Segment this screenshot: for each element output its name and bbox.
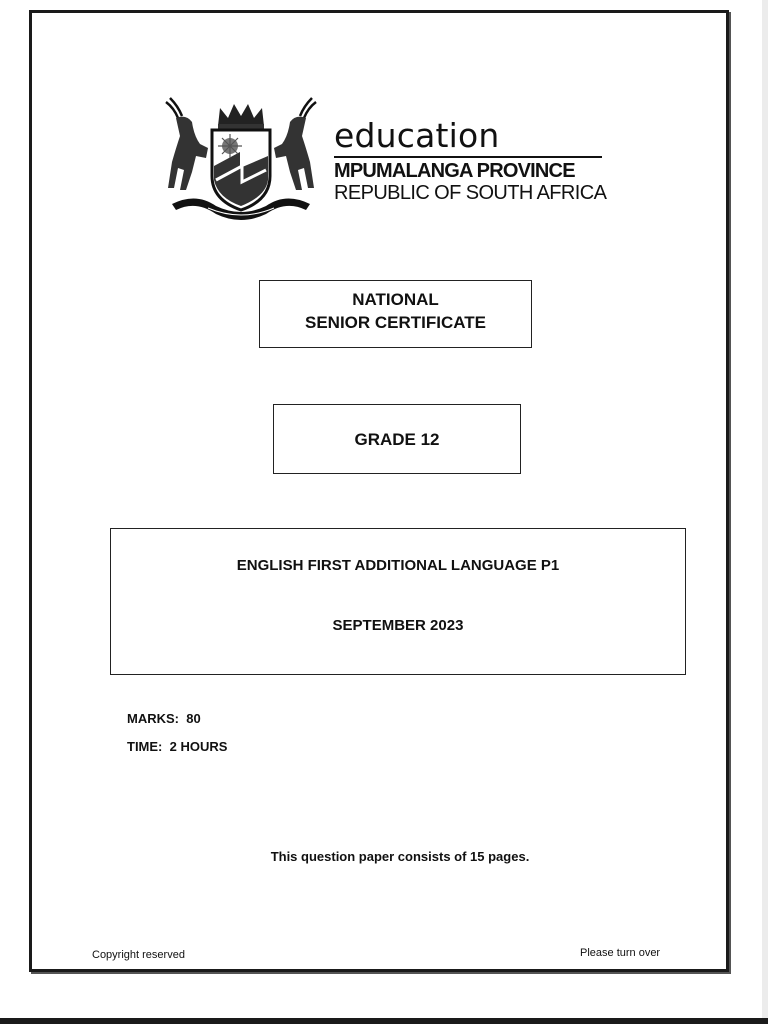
brand-underline: [334, 156, 602, 158]
department-name: education: [334, 116, 500, 155]
grade-label: GRADE 12: [354, 430, 440, 449]
exam-date: SEPTEMBER 2023: [332, 617, 464, 634]
department-brand: [334, 116, 606, 204]
bottom-rule: [0, 1018, 768, 1024]
country-name: REPUBLIC OF SOUTH AFRICA: [334, 182, 607, 204]
page-count-note: This question paper consists of 15 pages.: [270, 849, 530, 864]
grade-box: [273, 404, 521, 474]
province-name: MPUMALANGA PROVINCE: [334, 160, 575, 182]
coat-of-arms-icon: [156, 96, 326, 224]
marks-info: MARKS: 80: [127, 711, 201, 726]
page-edge-shadow: [762, 0, 768, 1024]
turn-over-note: Please turn over: [580, 947, 661, 959]
subject-title: ENGLISH FIRST ADDITIONAL LANGUAGE P1: [236, 557, 560, 574]
copyright-note: Copyright reserved: [92, 949, 185, 961]
certificate-box: [259, 280, 532, 348]
time-info: TIME: 2 HOURS: [127, 739, 228, 754]
certificate-line-2: SENIOR CERTIFICATE: [304, 313, 487, 332]
certificate-line-1: NATIONAL: [352, 290, 439, 309]
subject-box: [110, 528, 686, 675]
